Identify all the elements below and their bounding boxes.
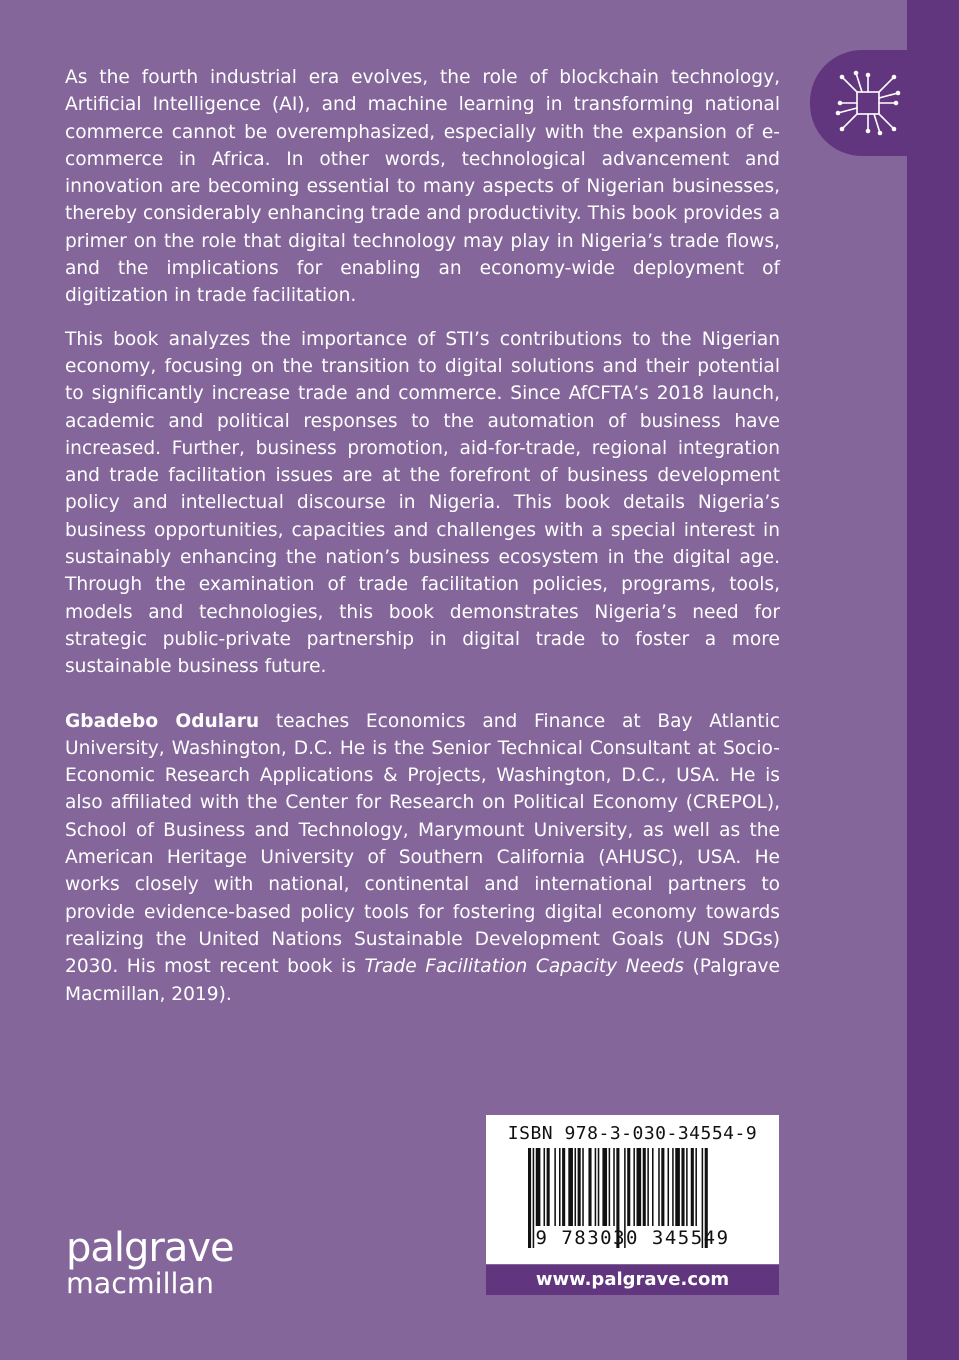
barcode-digits: 9 783030 345549	[535, 1227, 730, 1249]
logo-line-1: palgrave	[66, 1225, 234, 1271]
publisher-logo	[66, 1225, 234, 1300]
publisher-url: www.palgrave.com	[486, 1265, 779, 1295]
series-badge	[810, 50, 959, 156]
barcode-panel	[486, 1115, 779, 1264]
author-bio-text: teaches Economics and Finance at Bay Atlantic University, Washington, D.C. He is the Senior Technical Consultant at Socio-Economic Research Applications & Projects, Washington, D.C., USA. He is also affiliated with the Center for Research on Political Economy (CREPOL), School of Business and Technology, Marymount University, as well as the American Heritage University of Southern California (AHUSC), USA. He works closely with national, continental and international partners to provide evidence-based policy tools for fostering digital economy towards realizing the United Nations Sustainable Development Goals (UN SDGs) 2030. His most recent book is	[65, 710, 780, 978]
recent-book-title: Trade Facilitation Capacity Needs	[364, 956, 684, 978]
isbn-label: ISBN 978-3-030-34554-9	[507, 1123, 758, 1144]
description-paragraph-2: This book analyzes the importance of STI’s contributions to the Nigerian economy, focusing on the transition to digital solutions and their potential to significantly increase trade and commerce. Since AfCFTA’s 2018 launch, academic and political responses to the automation of business have increased. Further, business promotion, aid-for-trade, regional integration and trade facilitation issues are at the forefront of business development policy and intellectual discourse in Nigeria. This book details Nigeria’s business opportunities, capacities and challenges with a special interest in sustainably enhancing the nation’s business ecosystem in the digital age. Through the examination of trade facilitation policies, programs, tools, models and technologies, this book demonstrates Nigeria’s need for strategic public-private partnership in digital trade to foster a more sustainable business future.	[65, 328, 780, 678]
author-bio	[65, 708, 780, 1008]
description-paragraph-1: As the fourth industrial era evolves, the role of blockchain technology, Artificial Intelligence (AI), and machine learning in transforming national commerce cannot be overemphasized, especially with the expansion of e-commerce in Africa. In other words, technological advancement and innovation are becoming essential to many aspects of Nigerian businesses, thereby considerably enhancing trade and productivity. This book provides a primer on the role that digital technology may play in Nigeria’s trade flows, and the implications for enabling an economy-wide deployment of digitization in trade facilitation.	[65, 67, 780, 307]
author-name: Gbadebo Odularu	[65, 710, 260, 732]
back-cover-text	[65, 64, 780, 1008]
recent-book-publisher: (Palgrave Macmillan, 2019).	[65, 956, 780, 1005]
spine	[907, 0, 959, 1360]
logo-line-2: macmillan	[66, 1267, 214, 1300]
circuit-chip-icon	[828, 63, 908, 143]
